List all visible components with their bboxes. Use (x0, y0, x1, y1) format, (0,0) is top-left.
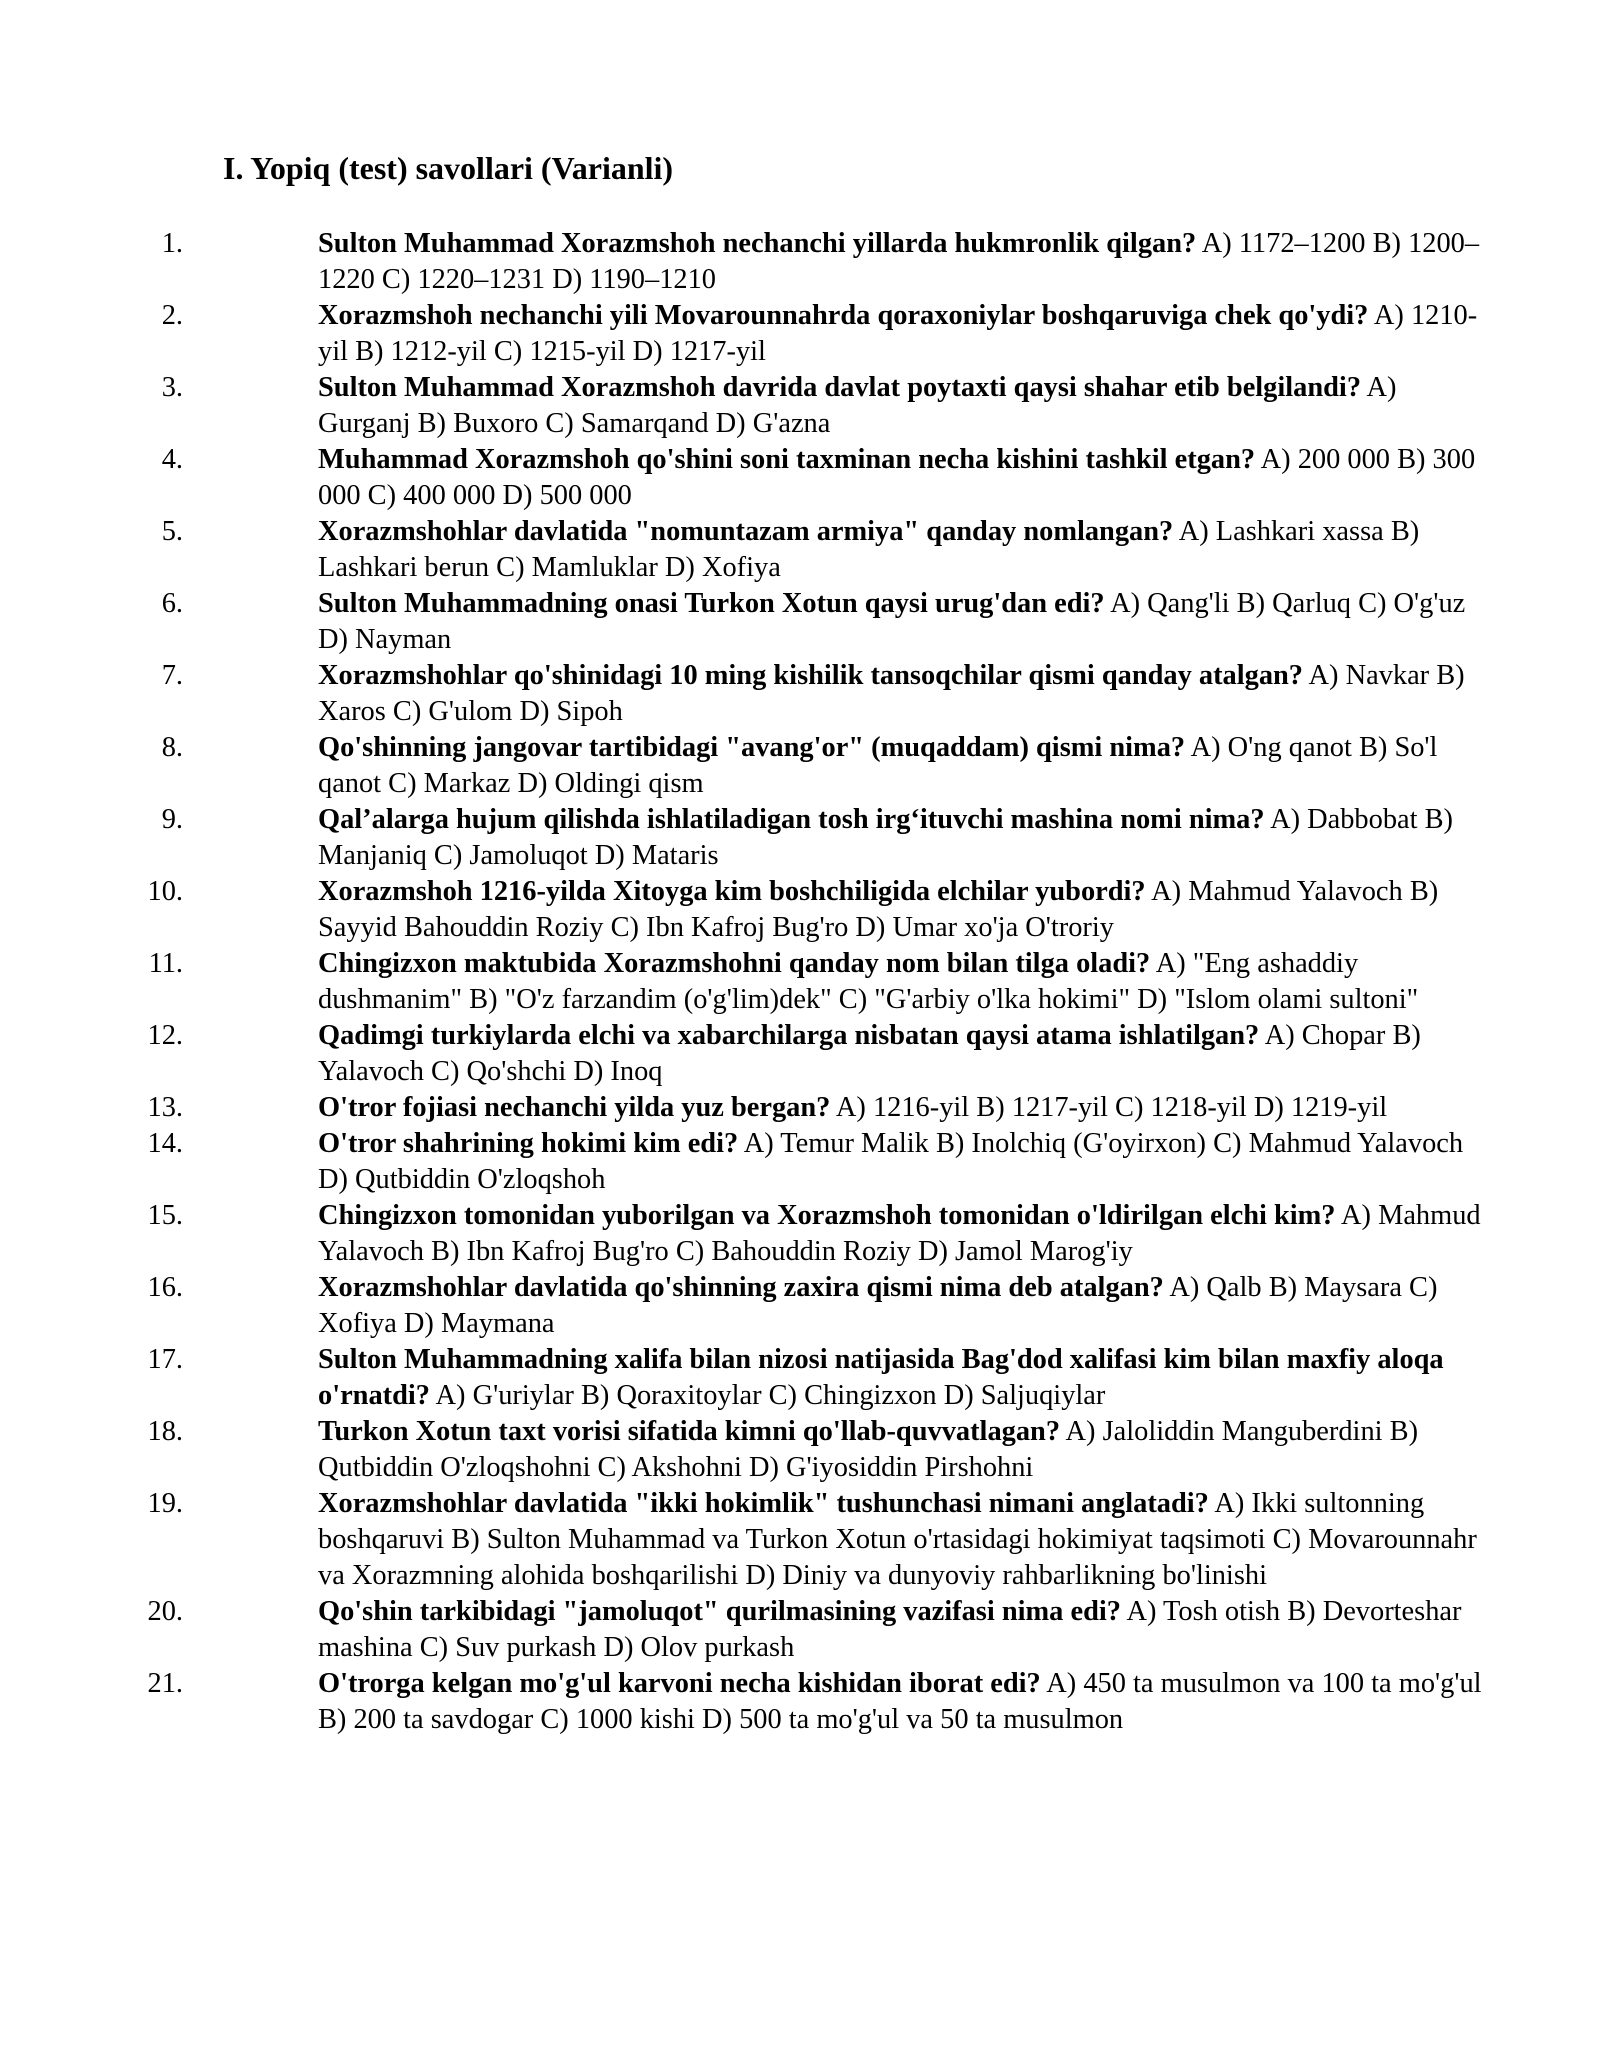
answer-options: A) Gurganj B) Buxoro C) Samarqand D) G'azna (318, 372, 1397, 439)
answer-options: A) 1216-yil B) 1217-yil C) 1218-yil D) 1219-yil (835, 1092, 1388, 1123)
question-text: Xorazmshohlar qo'shinidagi 10 ming kishilik tansoqchilar qismi qanday atalgan? (318, 660, 1303, 691)
question-text: Sulton Muhammadning onasi Turkon Xotun qaysi urug'dan edi? (318, 588, 1105, 619)
question-number: 18. (147, 1416, 183, 1447)
question-item (0, 1414, 1488, 1486)
question-item (0, 874, 1488, 946)
question-item (0, 802, 1488, 874)
answer-options: A) 1210-yil B) 1212-yil C) 1215-yil D) 1217-yil (318, 300, 1478, 367)
question-number: 2. (161, 300, 183, 331)
question-number: 10. (147, 876, 183, 907)
question-number: 12. (147, 1020, 183, 1051)
answer-options: A) Qang'li B) Qarluq C) O'g'uz D) Nayman (318, 588, 1466, 655)
question-text: Sulton Muhammad Xorazmshoh davrida davlat poytaxti qaysi shahar etib belgilandi? (318, 372, 1362, 403)
question-text: Qal’alarga hujum qilishda ishlatiladigan tosh irg‘ituvchi mashina nomi nima? (318, 804, 1265, 835)
answer-options: A) 450 ta musulmon va 100 ta mo'g'ul B) 200 ta savdogar C) 1000 kishi D) 500 ta mo'g'ul va 50 ta musulmon (318, 1668, 1482, 1735)
question-text: Sulton Muhammadning xalifa bilan nizosi natijasida Bag'dod xalifasi kim bilan maxfiy aloqa o'rnatdi? (318, 1344, 1444, 1411)
question-number: 6. (161, 588, 183, 619)
question-number: 8. (161, 732, 183, 763)
question-text: Xorazmshohlar davlatida qo'shinning zaxira qismi nima deb atalgan? (318, 1272, 1164, 1303)
question-number: 9. (161, 804, 183, 835)
question-text: Qo'shinning jangovar tartibidagi "avang'or" (muqaddam) qismi nima? (318, 732, 1186, 763)
question-text: Xorazmshoh 1216-yilda Xitoyga kim boshchiligida elchilar yubordi? (318, 876, 1146, 907)
question-item (0, 658, 1488, 730)
question-number: 5. (161, 516, 183, 547)
question-text: Chingizxon maktubida Xorazmshohni qanday nom bilan tilga oladi? (318, 948, 1151, 979)
question-text: Turkon Xotun taxt vorisi sifatida kimni qo'llab-quvvatlagan? (318, 1416, 1061, 1447)
answer-options: A) Dabbobat B) Manjaniq C) Jamoluqot D) Mataris (318, 804, 1453, 871)
question-item (0, 1594, 1488, 1666)
question-text: Muhammad Xorazmshoh qo'shini soni taxminan necha kishini tashkil etgan? (318, 444, 1256, 475)
answer-options: A) "Eng ashaddiy dushmanim" B) "O'z farzandim (o'g'lim)dek" C) "G'arbiy o'lka hokimi" D) "Islom olami sultoni" (318, 948, 1419, 1015)
question-list (0, 226, 1600, 1738)
question-number: 1. (161, 228, 183, 259)
question-number: 20. (147, 1596, 183, 1627)
answer-options: A) Mahmud Yalavoch B) Ibn Kafroj Bug'ro C) Bahouddin Roziy D) Jamol Marog'iy (318, 1200, 1481, 1267)
question-item (0, 442, 1488, 514)
answer-options: A) Navkar B) Xaros C) G'ulom D) Sipoh (318, 660, 1465, 727)
answer-options: A) Tosh otish B) Devorteshar mashina C) Suv purkash D) Olov purkash (318, 1596, 1462, 1663)
question-text: Chingizxon tomonidan yuborilgan va Xorazmshoh tomonidan o'ldirilgan elchi kim? (318, 1200, 1336, 1231)
question-text: O'tror shahrining hokimi kim edi? (318, 1128, 739, 1159)
question-item (0, 1342, 1488, 1414)
question-text: Xorazmshohlar davlatida "nomuntazam armiya" qanday nomlangan? (318, 516, 1174, 547)
question-number: 19. (147, 1488, 183, 1519)
question-number: 13. (147, 1092, 183, 1123)
answer-options: A) Lashkari xassa B) Lashkari berun C) Mamluklar D) Xofiya (318, 516, 1420, 583)
question-item (0, 1486, 1488, 1594)
question-item (0, 1090, 1488, 1126)
question-number: 7. (161, 660, 183, 691)
question-item (0, 298, 1488, 370)
question-item (0, 586, 1488, 658)
answer-options: A) Chopar B) Yalavoch C) Qo'shchi D) Inoq (318, 1020, 1421, 1087)
question-number: 4. (161, 444, 183, 475)
answer-options: A) Mahmud Yalavoch B) Sayyid Bahouddin Roziy C) Ibn Kafroj Bug'ro D) Umar xo'ja O'troriy (318, 876, 1439, 943)
question-item (0, 1018, 1488, 1090)
answer-options: A) Jaloliddin Manguberdini B) Qutbiddin O'zloqshohni C) Akshohni D) G'iyosiddin Pirshohni (318, 1416, 1419, 1483)
answer-options: A) O'ng qanot B) So'l qanot C) Markaz D) Oldingi qism (318, 732, 1438, 799)
question-number: 11. (148, 948, 183, 979)
question-item (0, 370, 1488, 442)
question-number: 14. (147, 1128, 183, 1159)
question-item (0, 1666, 1488, 1738)
question-number: 17. (147, 1344, 183, 1375)
question-item (0, 1270, 1488, 1342)
question-item (0, 226, 1488, 298)
section-heading: I. Yopiq (test) savollari (Varianli) (223, 150, 674, 186)
answer-options: A) Temur Malik B) Inolchiq (G'oyirxon) C) Mahmud Yalavoch D) Qutbiddin O'zloqshoh (318, 1128, 1464, 1195)
question-text: O'trorga kelgan mo'g'ul karvoni necha kishidan iborat edi? (318, 1668, 1041, 1699)
answer-options: A) 200 000 B) 300 000 C) 400 000 D) 500 000 (318, 444, 1476, 511)
question-number: 16. (147, 1272, 183, 1303)
answer-options: A) 1172–1200 B) 1200–1220 C) 1220–1231 D) 1190–1210 (318, 228, 1480, 295)
question-item (0, 1198, 1488, 1270)
question-item (0, 1126, 1488, 1198)
question-item (0, 514, 1488, 586)
answer-options: A) Ikki sultonning boshqaruvi B) Sulton Muhammad va Turkon Xotun o'rtasidagi hokimiyat taqsimoti C) Movarounnahr va Xorazmning alohida boshqarilishi D) Diniy va dunyoviy rahbarlikning bo'linishi (318, 1488, 1477, 1591)
question-item (0, 730, 1488, 802)
question-text: Qo'shin tarkibidagi "jamoluqot" qurilmasining vazifasi nima edi? (318, 1596, 1121, 1627)
question-text: Sulton Muhammad Xorazmshoh nechanchi yillarda hukmronlik qilgan? (318, 228, 1197, 259)
question-number: 3. (161, 372, 183, 403)
question-number: 15. (147, 1200, 183, 1231)
question-text: Xorazmshoh nechanchi yili Movarounnahrda qoraxoniylar boshqaruviga chek qo'ydi? (318, 300, 1369, 331)
question-text: Qadimgi turkiylarda elchi va xabarchilarga nisbatan qaysi atama ishlatilgan? (318, 1020, 1260, 1051)
question-text: Xorazmshohlar davlatida "ikki hokimlik" tushunchasi nimani anglatadi? (318, 1488, 1209, 1519)
question-item (0, 946, 1488, 1018)
answer-options: A) Qalb B) Maysara C) Xofiya D) Maymana (318, 1272, 1438, 1339)
question-text: O'tror fojiasi nechanchi yilda yuz bergan? (318, 1092, 831, 1123)
answer-options: A) G'uriylar B) Qoraxitoylar C) Chingizxon D) Saljuqiylar (435, 1380, 1106, 1411)
question-number: 21. (147, 1668, 183, 1699)
